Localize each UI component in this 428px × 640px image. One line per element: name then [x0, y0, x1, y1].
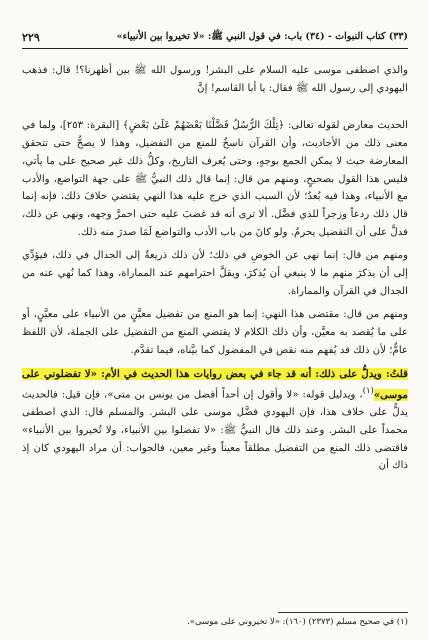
paragraph-5-rest: ، ويدليل قوله: «لا وأقول إن أحداً أفضل من يونس بن متى»، فإن قيل: فالحديث يدلُّ على خلاف هذا، فإن اليهودي فضَّل موسى على البشر. والمسلم قال: الذي اصطفى محمداً على البشر. وعند ذلك قال النبيُّ ﷺ: «لا تفضلوا بين الأنبياء، ولا تُخيروا بين الأنبياء» فاقتضى ذلك المنع من التفضيل مطلقاً معيناً وغير معين، فالجواب: أن مراد اليهودي كان إذ ذاك أن	[22, 389, 408, 472]
page-body	[22, 62, 408, 475]
paragraph-3: ومنهم من قال: إنما نهى عن الخوضِ في ذلك؛ لأن ذلك ذريعةٌ إلى الجدال في ذلك، فيؤدِّي إلى أن يذكرَ منهم ما لا ينبغي أن يُذكرَ، ويقلَّ احترامهم عند المماراة، وهذا كما نُهي عنه من الجدال في القرآن والمماراة.	[22, 250, 408, 297]
highlighted-text: قلتُ: ويدلُّ على ذلك: أنه قد جاء في بعض روايات هذا الحديث في الأم: «لا تفضلوني على موسى»	[22, 367, 408, 401]
paragraph-2: الحديث معارض لقوله تعالى: ﴿تِلْكَ الرُّسُلُ فَضَّلْنَا بَعْضَهُمْ عَلَىٰ بَعْضٍ﴾ [البقرة: ٢٥٣]، ولما في معنى ذلك من الأحاديث، وأن القرآن ناسخٌ للمنع من التفضيل، وهذا لا يصحُّ حتى تتحقق المعارضة حيث لا يمكن الجمع بوجهٍ، وحتى يُعرف التاريخ، وكلُّ ذلك غير صحيح على ما يأتي، فليس هذا القول بصحيحٍ، ومنهم من قال: إنما قال ذلك النبيُّ ﷺ على جهة التواضع، والأدب مع الأنبياء، وهذا فيه بُعدٌ؛ لأن السبب الذي خرج عليه هذا النهي يقتضي خلافَ ذلك، فإنه إنما قال ذلك ردعاً وزجراً للذي فضَّل. ألا ترى أنه قد غضبَ عليه حتى احمرَّ وجهه، ونهى عن ذلك، فدلَّ على أن التفضيل يحرمُ. ولو كانَ من باب الأدب والتواضع لَمَا صدرَ منه ذلك.	[22, 120, 408, 238]
header-rule	[22, 48, 408, 49]
running-header	[22, 28, 408, 46]
paragraph-1: والذي اصطفى موسى عليه السلام على البشر! ورسول الله ﷺ بين أظهرنا؟! قال: فذهب اليهودي إلى رسول الله ﷺ فقال: يا أبا القاسم! إنَّ	[22, 65, 408, 94]
paragraph-4: ومنهم من قال: مقتضى هذا النهي: إنما هو المنع من تفضيل معيَّنٍ من الأنبياء على معيَّنٍ، أو على ما يُقصد به معيَّن، وأن ذلك الكلام لا يقتضي المنع من التفضيل على الجملة، لأن اللفظ عامٌّ؛ لأن ذلك قد يُفهم منه نقص في المفضول كما بيَّناه، فيما تقدَّم.	[22, 309, 408, 356]
paragraph-5	[22, 366, 408, 476]
page-number: ٢٢٩	[22, 30, 40, 44]
footnote-rule	[278, 612, 408, 613]
footnote-reference: (١)	[362, 386, 374, 397]
footnote: (١) في صحيح مسلم (٢٣٧٣) (١٦٠): «لا تخيروني على موسى».	[187, 617, 408, 627]
header-title: (٣٣) كتاب النبوات - (٣٤) باب: في قول النبي ﷺ: «لا تخيروا بين الأنبياء»	[116, 31, 408, 42]
